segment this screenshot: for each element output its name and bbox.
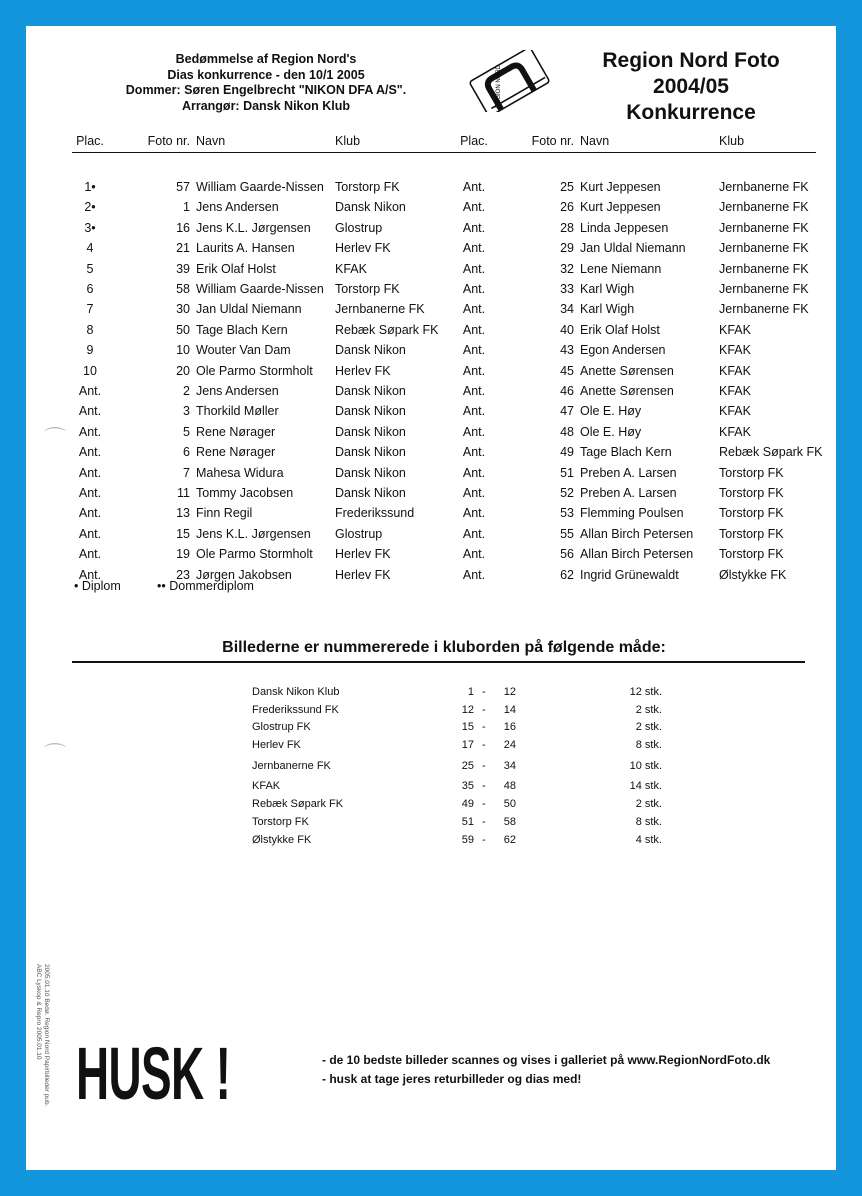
- cell-plac: 4: [86, 241, 94, 256]
- cell-plac: Ant.: [462, 486, 486, 500]
- cell-foto: 2: [183, 384, 190, 398]
- range-to: 50: [503, 798, 516, 810]
- cell-foto: 50: [176, 322, 190, 337]
- cell-navn: Rene Nørager: [196, 424, 276, 439]
- club-name: Glostrup FK: [252, 721, 311, 733]
- cell-foto: 39: [176, 261, 190, 276]
- cell-plac: Ant.: [462, 424, 486, 439]
- table-row: [450, 404, 830, 424]
- cell-navn: Jan Uldal Niemann: [580, 241, 686, 256]
- table-row: [66, 568, 446, 588]
- range-from: 15: [461, 721, 474, 733]
- table-row: [66, 506, 446, 526]
- cell-navn: Mahesa Widura: [196, 465, 284, 480]
- cell-plac: Ant.: [462, 282, 486, 296]
- cell-navn: Ole Parmo Stormholt: [196, 547, 313, 562]
- table-row: [450, 486, 830, 506]
- cell-plac: Ant.: [462, 302, 486, 317]
- cell-klub: Torstorp FK: [335, 180, 400, 194]
- logo-text: REGION NORD: [496, 64, 502, 108]
- club-name: Frederikssund FK: [252, 703, 339, 716]
- cell-plac: Ant.: [462, 567, 486, 582]
- photo-count: 8 stk.: [635, 738, 662, 751]
- cell-foto: 48: [560, 424, 574, 439]
- reminder-line: - de 10 bedste billeder scannes og vises i galleriet på www.RegionNordFoto.dk: [322, 1053, 771, 1067]
- table-row: [66, 282, 446, 302]
- cell-plac: 1•: [84, 180, 96, 194]
- cell-navn: Allan Birch Petersen: [580, 547, 694, 562]
- info-line: Dias konkurrence - den 10/1 2005: [167, 67, 365, 82]
- cell-foto: 52: [560, 486, 574, 500]
- cell-navn: Finn Regil: [196, 506, 253, 521]
- range-to: 58: [503, 816, 516, 828]
- col-plac: Plac.: [460, 134, 488, 148]
- numbering-title: Billederne er nummererede i kluborden på følgende måde:: [222, 639, 666, 656]
- table-row: [450, 282, 830, 302]
- cell-navn: Jørgen Jakobsen: [196, 567, 292, 582]
- range-dash: -: [482, 834, 486, 846]
- cell-navn: Karl Wigh: [580, 282, 635, 296]
- cell-klub: Dansk Nikon: [335, 343, 406, 358]
- cell-foto: 62: [560, 567, 574, 582]
- cell-foto: 58: [176, 282, 190, 296]
- table-row: [450, 568, 830, 588]
- cell-plac: Ant.: [462, 526, 486, 541]
- cell-klub: Glostrup: [335, 526, 383, 541]
- range-to: 34: [503, 760, 516, 772]
- cell-klub: KFAK: [719, 343, 751, 358]
- cell-navn: Karl Wigh: [580, 302, 635, 317]
- cell-foto: 55: [560, 526, 574, 541]
- cell-navn: Jens Andersen: [196, 384, 279, 398]
- range-from: 49: [461, 798, 474, 810]
- cell-navn: Erik Olaf Holst: [580, 322, 660, 337]
- cell-plac: Ant.: [462, 220, 486, 235]
- range-from: 1: [467, 686, 474, 698]
- club-name: Torstorp FK: [252, 816, 309, 828]
- cell-klub: KFAK: [719, 322, 751, 337]
- cell-plac: 6: [86, 282, 94, 296]
- range-from: 17: [461, 738, 474, 751]
- club-name: Ølstykke FK: [252, 834, 312, 846]
- cell-plac: 8: [86, 322, 94, 337]
- cell-plac: Ant.: [462, 261, 486, 276]
- range-to: 16: [503, 721, 516, 733]
- col-klub: Klub: [335, 134, 361, 148]
- table-row: [66, 384, 446, 404]
- cell-klub: KFAK: [719, 424, 751, 439]
- cell-foto: 3: [183, 404, 190, 419]
- cell-klub: Glostrup: [335, 220, 383, 235]
- cell-navn: Egon Andersen: [580, 343, 666, 358]
- cell-foto: 43: [560, 343, 574, 358]
- range-dash: -: [482, 760, 486, 772]
- photo-count: 10 stk.: [629, 760, 662, 772]
- cell-navn: Rene Nørager: [196, 445, 276, 460]
- table-row: [66, 486, 446, 506]
- cell-navn: Linda Jeppesen: [580, 220, 669, 235]
- cell-plac: Ant.: [78, 445, 102, 460]
- cell-foto: 33: [560, 282, 574, 296]
- table-row: [66, 425, 446, 445]
- cell-klub: Jernbanerne FK: [719, 282, 809, 296]
- cell-plac: Ant.: [462, 465, 486, 480]
- numbering-row: [252, 780, 662, 796]
- cell-navn: Tommy Jacobsen: [196, 486, 294, 500]
- cell-klub: Dansk Nikon: [335, 445, 406, 460]
- table-row: [450, 506, 830, 526]
- range-dash: -: [482, 721, 486, 733]
- table-row: [450, 466, 830, 486]
- cell-klub: KFAK: [719, 363, 751, 378]
- cell-plac: Ant.: [78, 404, 102, 419]
- cell-foto: 30: [176, 302, 190, 317]
- table-row: [450, 547, 830, 567]
- numbering-row: [252, 760, 662, 776]
- cell-navn: Lene Niemann: [580, 261, 662, 276]
- table-row: [450, 364, 830, 384]
- range-to: 62: [503, 834, 516, 846]
- page-title: [576, 48, 806, 126]
- cell-plac: Ant.: [78, 465, 102, 480]
- cell-foto: 20: [176, 363, 190, 378]
- cell-navn: Ole E. Høy: [580, 424, 642, 439]
- info-line: Bedømmelse af Region Nord's: [175, 52, 357, 66]
- range-dash: -: [482, 686, 486, 698]
- club-name: Jernbanerne FK: [252, 760, 331, 772]
- cell-klub: Frederikssund: [335, 506, 415, 521]
- cell-plac: 2•: [84, 200, 96, 215]
- numbering-row: [252, 816, 662, 832]
- cell-foto: 6: [183, 445, 190, 460]
- col-navn: Navn: [580, 134, 610, 148]
- cell-klub: Herlev FK: [335, 567, 391, 582]
- table-row: [450, 343, 830, 363]
- cell-navn: William Gaarde-Nissen: [196, 180, 324, 194]
- results-table-right: [450, 152, 830, 582]
- print-imprint: [34, 964, 50, 1106]
- column-headers-right: [450, 134, 830, 154]
- cell-plac: 5: [86, 261, 94, 276]
- range-to: 12: [503, 686, 516, 698]
- cell-klub: Jernbanerne FK: [719, 302, 809, 317]
- cell-plac: 7: [86, 302, 94, 317]
- table-row: [66, 200, 446, 220]
- table-row: [450, 221, 830, 241]
- numbering-row: [252, 686, 662, 702]
- cell-navn: Ole Parmo Stormholt: [196, 363, 313, 378]
- table-row: [66, 302, 446, 322]
- cell-navn: Preben A. Larsen: [580, 465, 677, 480]
- cell-navn: Thorkild Møller: [196, 404, 279, 419]
- range-to: 24: [503, 738, 516, 751]
- imprint-line: ABC Lyskop & Repro 2005.01.10: [35, 964, 42, 1060]
- table-row: [66, 527, 446, 547]
- photo-count: 2 stk.: [635, 721, 662, 733]
- cell-foto: 47: [560, 404, 574, 419]
- table-row: [450, 241, 830, 261]
- table-row: [450, 323, 830, 343]
- table-row: [450, 262, 830, 282]
- cell-plac: Ant.: [78, 486, 102, 500]
- cell-plac: Ant.: [462, 322, 486, 337]
- range-dash: -: [482, 798, 486, 810]
- photo-count: 12 stk.: [629, 686, 662, 698]
- cell-klub: KFAK: [719, 384, 751, 398]
- cell-foto: 7: [183, 465, 190, 480]
- cell-foto: 13: [176, 506, 190, 521]
- cell-foto: 19: [176, 547, 190, 562]
- table-row: [450, 302, 830, 322]
- table-row: [66, 262, 446, 282]
- cell-navn: Tage Blach Kern: [580, 445, 672, 460]
- range-from: 35: [461, 780, 474, 792]
- range-dash: -: [482, 738, 486, 751]
- numbering-row: [252, 834, 662, 850]
- table-row: [66, 323, 446, 343]
- cell-foto: 10: [176, 343, 190, 358]
- reminder-line: - husk at tage jeres returbilleder og dias med!: [322, 1072, 582, 1086]
- cell-foto: 26: [560, 200, 574, 215]
- table-row: [66, 547, 446, 567]
- competition-info: [86, 52, 446, 114]
- cell-foto: 25: [560, 180, 574, 194]
- photo-count: 14 stk.: [629, 780, 662, 792]
- cell-navn: William Gaarde-Nissen: [196, 282, 324, 296]
- cell-plac: Ant.: [462, 343, 486, 358]
- cell-foto: 56: [560, 547, 574, 562]
- cell-klub: Dansk Nikon: [335, 384, 406, 398]
- col-plac: Plac.: [76, 134, 104, 148]
- cell-navn: Tage Blach Kern: [196, 322, 288, 337]
- table-row: [66, 343, 446, 363]
- region-nord-logo: [466, 50, 552, 112]
- cell-navn: Wouter Van Dam: [196, 343, 291, 358]
- cell-klub: Rebæk Søpark FK: [719, 445, 823, 460]
- reminder-notes: [322, 1051, 770, 1089]
- col-foto: Foto nr.: [147, 134, 190, 148]
- table-row: [450, 425, 830, 445]
- cell-klub: Herlev FK: [335, 363, 391, 378]
- range-from: 12: [461, 703, 474, 716]
- cell-navn: Laurits A. Hansen: [196, 241, 295, 256]
- numbering-divider: [72, 661, 805, 663]
- cell-klub: Dansk Nikon: [335, 465, 406, 480]
- club-name: Dansk Nikon Klub: [252, 686, 340, 698]
- cell-plac: Ant.: [78, 424, 102, 439]
- cell-klub: Jernbanerne FK: [719, 261, 809, 276]
- range-dash: -: [482, 780, 486, 792]
- col-klub: Klub: [719, 134, 745, 148]
- cell-klub: Torstorp FK: [719, 486, 784, 500]
- photo-count: 2 stk.: [635, 798, 662, 810]
- cell-plac: Ant.: [462, 363, 486, 378]
- cell-foto: 40: [560, 322, 574, 337]
- cell-navn: Ole E. Høy: [580, 404, 642, 419]
- legend-diplom: • Diplom: [74, 579, 121, 593]
- cell-foto: 23: [176, 567, 190, 582]
- cell-klub: Torstorp FK: [719, 547, 784, 562]
- cell-plac: Ant.: [78, 506, 102, 521]
- cell-klub: Torstorp FK: [719, 526, 784, 541]
- cell-klub: Torstorp FK: [335, 282, 400, 296]
- cell-klub: Ølstykke FK: [719, 567, 787, 582]
- table-row: [66, 404, 446, 424]
- cell-navn: Preben A. Larsen: [580, 486, 677, 500]
- cell-klub: Rebæk Søpark FK: [335, 322, 439, 337]
- cell-klub: Torstorp FK: [719, 506, 784, 521]
- table-row: [450, 180, 830, 200]
- cell-klub: Jernbanerne FK: [719, 200, 809, 215]
- col-foto: Foto nr.: [531, 134, 574, 148]
- info-line: Dommer: Søren Engelbrecht "NIKON DFA A/S".: [125, 83, 407, 97]
- results-table-left: [66, 152, 446, 582]
- cell-plac: Ant.: [78, 526, 102, 541]
- table-row: [66, 221, 446, 241]
- document-page: [26, 26, 836, 1170]
- table-row: [66, 241, 446, 261]
- cell-plac: Ant.: [462, 241, 486, 256]
- cell-foto: 29: [560, 241, 574, 256]
- cell-klub: Herlev FK: [335, 241, 391, 256]
- club-name: KFAK: [252, 780, 281, 792]
- cell-navn: Kurt Jeppesen: [580, 200, 661, 215]
- cell-navn: Anette Sørensen: [580, 384, 674, 398]
- cell-plac: Ant.: [78, 384, 102, 398]
- numbering-row: [252, 738, 662, 755]
- cell-klub: Jernbanerne FK: [335, 302, 425, 317]
- club-name: Rebæk Søpark FK: [252, 798, 344, 810]
- table-row: [66, 364, 446, 384]
- cell-klub: Dansk Nikon: [335, 486, 406, 500]
- cell-plac: Ant.: [462, 200, 486, 215]
- cell-plac: Ant.: [462, 547, 486, 562]
- cell-foto: 1: [183, 200, 190, 215]
- cell-klub: Dansk Nikon: [335, 424, 406, 439]
- cell-plac: Ant.: [462, 180, 486, 194]
- table-row: [450, 445, 830, 465]
- cell-klub: Herlev FK: [335, 547, 391, 562]
- cell-klub: KFAK: [719, 404, 751, 419]
- table-row: [450, 527, 830, 547]
- cell-foto: 53: [560, 506, 574, 521]
- cell-navn: Jan Uldal Niemann: [196, 302, 302, 317]
- cell-foto: 34: [560, 302, 574, 317]
- cell-klub: Jernbanerne FK: [719, 241, 809, 256]
- cell-klub: Jernbanerne FK: [719, 180, 809, 194]
- range-from: 51: [461, 816, 474, 828]
- cell-plac: Ant.: [462, 506, 486, 521]
- cell-foto: 11: [177, 486, 190, 500]
- punch-mark: ⌒: [44, 742, 67, 767]
- numbering-row: [252, 721, 662, 737]
- cell-klub: Jernbanerne FK: [719, 220, 809, 235]
- info-line: Arrangør: Dansk Nikon Klub: [181, 98, 351, 113]
- cell-navn: Jens Andersen: [196, 200, 279, 215]
- cell-foto: 46: [560, 384, 574, 398]
- title-line: 2004/05: [653, 75, 729, 98]
- imprint-line: 2005.01.10 Bedø. Region Nord Papirbilleder pub.: [43, 964, 50, 1107]
- range-to: 14: [503, 703, 516, 716]
- cell-plac: 10: [83, 363, 97, 378]
- title-line: Konkurrence: [626, 101, 756, 124]
- range-dash: -: [482, 816, 486, 828]
- title-line: Region Nord Foto: [602, 49, 780, 72]
- numbering-row: [252, 703, 662, 720]
- cell-navn: Kurt Jeppesen: [580, 180, 661, 194]
- cell-plac: Ant.: [462, 404, 486, 419]
- cell-navn: Allan Birch Petersen: [580, 526, 694, 541]
- club-name: Herlev FK: [252, 738, 301, 751]
- table-row: [66, 445, 446, 465]
- cell-klub: Torstorp FK: [719, 465, 784, 480]
- cell-klub: KFAK: [335, 261, 367, 276]
- table-row: [66, 180, 446, 200]
- cell-plac: Ant.: [462, 384, 486, 398]
- husk-heading: HUSK !: [76, 1032, 231, 1115]
- cell-foto: 16: [176, 220, 190, 235]
- legend-dommerdiplom: •• Dommerdiplom: [157, 579, 254, 593]
- cell-navn: Anette Sørensen: [580, 363, 674, 378]
- range-from: 25: [461, 760, 474, 772]
- cell-plac: Ant.: [78, 547, 102, 562]
- column-headers-left: [66, 134, 446, 154]
- cell-navn: Erik Olaf Holst: [196, 261, 276, 276]
- cell-foto: 15: [176, 526, 190, 541]
- cell-navn: Flemming Poulsen: [580, 506, 684, 521]
- cell-navn: Jens K.L. Jørgensen: [196, 220, 311, 235]
- table-row: [450, 384, 830, 404]
- cell-foto: 32: [560, 261, 574, 276]
- numbering-row: [252, 798, 662, 814]
- col-navn: Navn: [196, 134, 226, 148]
- cell-plac: 9: [86, 343, 94, 358]
- cell-plac: Ant.: [78, 567, 102, 582]
- cell-navn: Ingrid Grünewaldt: [580, 567, 679, 582]
- range-from: 59: [461, 834, 474, 846]
- punch-mark: ⌒: [44, 426, 67, 451]
- cell-navn: Jens K.L. Jørgensen: [196, 526, 311, 541]
- cell-klub: Dansk Nikon: [335, 404, 406, 419]
- cell-foto: 49: [560, 445, 574, 460]
- table-row: [66, 466, 446, 486]
- cell-plac: 3•: [84, 220, 96, 235]
- numbering-list: [26, 686, 836, 856]
- cell-plac: Ant.: [462, 445, 486, 460]
- cell-klub: Dansk Nikon: [335, 200, 406, 215]
- cell-foto: 51: [560, 465, 574, 480]
- range-to: 48: [503, 780, 516, 792]
- range-dash: -: [482, 703, 486, 716]
- cell-foto: 45: [560, 363, 574, 378]
- cell-foto: 5: [183, 424, 190, 439]
- cell-foto: 28: [560, 220, 574, 235]
- photo-count: 8 stk.: [635, 816, 662, 828]
- photo-count: 2 stk.: [635, 703, 662, 716]
- table-row: [450, 200, 830, 220]
- photo-count: 4 stk.: [635, 834, 662, 846]
- cell-foto: 57: [176, 180, 190, 194]
- cell-foto: 21: [176, 241, 190, 256]
